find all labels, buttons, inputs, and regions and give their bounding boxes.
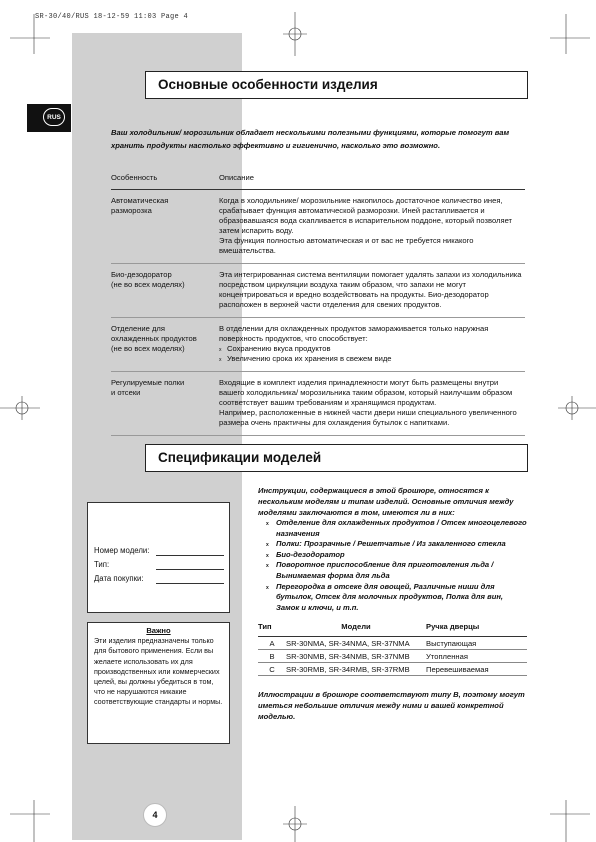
list-item: x Поворотное приспособление для приготовления льда / Вынимаемая форма для льда (266, 560, 528, 581)
feature-description: Когда в холодильнике/ морозильнике накопилось достаточное количество инея, срабатывает функция автоматической разморозки. Иней растапливается и образовавшаяся вода скапливается в испарительном поддоне, который позволяет затем испарить воду. Эта функция полностью автоматическая и от вас не требуется никакого вмешательства. (219, 190, 525, 264)
column-header-description: Описание (219, 171, 525, 190)
type-cell: B (258, 650, 286, 663)
features-table (111, 171, 525, 436)
type-cell: C (258, 663, 286, 676)
important-note-text: Эти изделия предназначены только для бытового применения. Если вы желаете использовать их для производственных или коммерческих целей, вы должны убедиться в том, что не нарушаются никакие соответствующие стандарты и нормы. (94, 636, 223, 707)
feature-name: Автоматическая разморозка (111, 190, 219, 264)
feature-name: Био-дезодоратор (не во всех моделях) (111, 264, 219, 318)
models-cell: SR-30NMA, SR-34NMA, SR-37NMA (286, 637, 426, 650)
feature-name: Регулируемые полки и отсеки (111, 372, 219, 436)
column-header-feature: Особенность (111, 171, 219, 190)
list-item: x Увеличению срока их хранения в свежем виде (219, 354, 525, 364)
table-row (258, 650, 527, 663)
features-intro: Ваш холодильник/ морозильник обладает несколькими полезными функциями, которые помогут вам хранить продукты настолько эффективно и гигиенично, насколько это возможно. (111, 128, 510, 150)
crosshair-right-middle (558, 394, 596, 422)
type-field (156, 569, 224, 570)
column-header-door-handle: Ручка дверцы (426, 620, 527, 637)
table-row (111, 264, 525, 318)
model-number-label: Номер модели: (94, 546, 150, 555)
type-label: Тип: (94, 560, 110, 569)
features-table-header (111, 171, 525, 190)
model-number-field (156, 555, 224, 556)
purchase-info-form (87, 502, 230, 613)
table-row (111, 318, 525, 372)
table-row (258, 663, 527, 676)
type-cell: A (258, 637, 286, 650)
section-title-specs: Спецификации моделей (158, 450, 322, 465)
language-badge: RUS (43, 108, 65, 126)
list-item: x Сохранению вкуса продуктов (219, 344, 525, 354)
important-note-title: Важно (146, 626, 171, 635)
list-item: x Отделение для охлажденных продуктов / Отсек многоцелевого назначения (266, 518, 528, 539)
page-number: 4 (143, 803, 167, 827)
print-header: SR-30/40/RUS 18-12-59 11:03 Page 4 (35, 13, 189, 21)
section-title-box-features (145, 71, 528, 99)
door-handle-cell: Выступающая (426, 637, 527, 650)
feature-description: Эта интегрированная система вентиляции помогает удалять запахи из холодильника посредством циркуляции воздуха таким образом, что запахи не могут концентрироваться и вредно воздействовать на продукты. Био-дезодоратор расположен в верхней части отделения для свежих продуктов. (219, 264, 525, 318)
purchase-date-label: Дата покупки: (94, 574, 144, 583)
differences-list (266, 518, 528, 613)
feature-description-cell (219, 318, 525, 372)
purchase-date-field (156, 583, 224, 584)
list-item: x Полки: Прозрачные / Решетчатые / Из закаленного стекла (266, 539, 528, 550)
registration-mark-bottom-right (550, 800, 590, 842)
table-row (111, 190, 525, 264)
section-title-box-specs (145, 444, 528, 472)
table-row (111, 372, 525, 436)
feature-description: В отделении для охлажденных продуктов замораживается только наружная поверхность продуктов, что способствует: (219, 324, 489, 343)
models-table-header (258, 620, 527, 637)
column-header-type: Тип (258, 620, 286, 637)
specs-intro: Инструкции, содержащиеся в этой брошюре, относятся к нескольким моделям и типам изделий. Основные отличия между моделями заключаются в том, имеются ли в них: (258, 486, 514, 517)
illustration-note: Иллюстрации в брошюре соответствуют типу B, поэтому могут иметься небольшие отличия между ними и вашей конкретной моделью. (258, 690, 525, 721)
door-handle-cell: Перевешиваемая (426, 663, 527, 676)
section-title-features: Основные особенности изделия (158, 77, 378, 92)
column-header-models: Модели (286, 620, 426, 637)
list-item: x Перегородка в отсеке для овощей, Различные ниши для бутылок, Отсек для молочных продуктов, Полка для вин, Замок и ключи, и т.п. (266, 582, 528, 614)
table-row (258, 637, 527, 650)
registration-mark-top-right (550, 14, 590, 54)
models-cell: SR-30NMB, SR-34NMB, SR-37NMB (286, 650, 426, 663)
list-item: x Био-дезодоратор (266, 550, 528, 561)
feature-description: Входящие в комплект изделия принадлежности могут быть размещены внутри вашего холодильника/ морозильника таким образом, который наилучшим образом соответствует вашим требованиям и хранящимся продуктам. Например, расположенные в нижней части двери ниши специального увеличенного размера очень практичны для охлаждения бутылок с напитками. (219, 372, 525, 436)
crosshair-bottom-center (281, 806, 309, 842)
crosshair-top-center (281, 12, 309, 56)
crosshair-left-middle (0, 394, 40, 422)
models-cell: SR-30RMB, SR-34RMB, SR-37RMB (286, 663, 426, 676)
registration-mark-bottom-left (10, 800, 50, 842)
models-table (258, 620, 527, 676)
door-handle-cell: Утопленная (426, 650, 527, 663)
feature-name: Отделение для охлажденных продуктов (не во всех моделях) (111, 318, 219, 372)
important-note (87, 622, 230, 744)
